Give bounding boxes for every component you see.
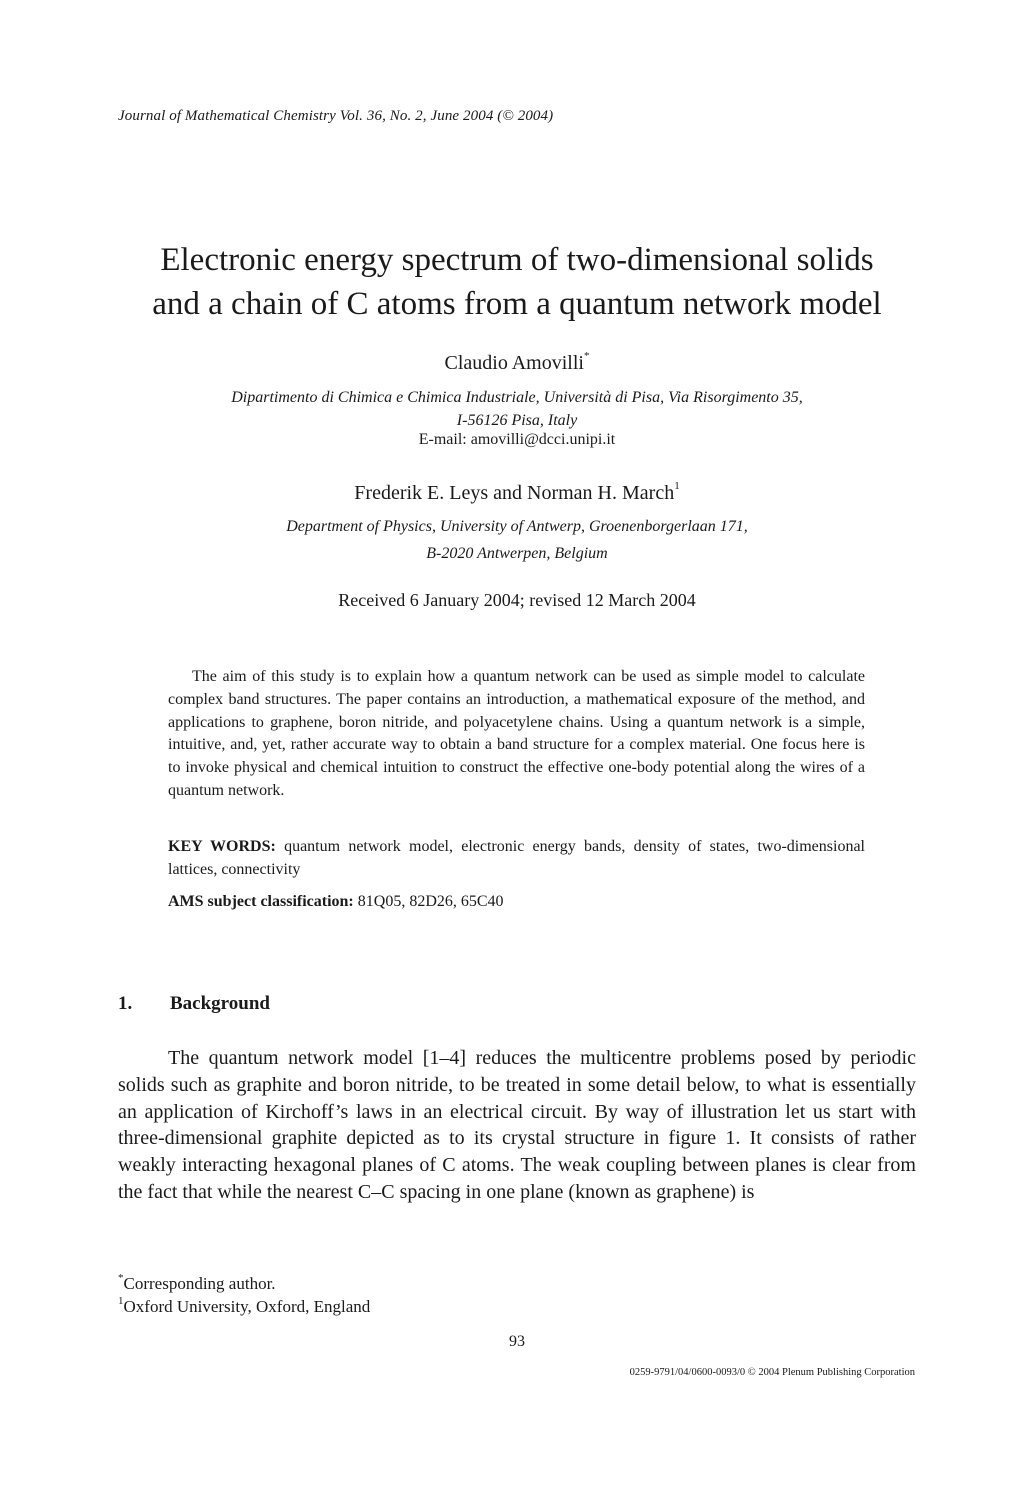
- ams-label: AMS subject classification:: [168, 893, 354, 910]
- author-2-affiliation: [80, 515, 954, 565]
- author-1-email: E-mail: amovilli@dcci.unipi.it: [418, 431, 616, 448]
- section-number: 1.: [118, 993, 133, 1014]
- keywords: [168, 836, 865, 882]
- footnote-2: [118, 1297, 370, 1317]
- footnote-2-text: Oxford University, Oxford, England: [123, 1297, 371, 1316]
- page-number: 93: [509, 1333, 525, 1350]
- author-1-affiliation: [80, 386, 954, 432]
- footnote-1: [118, 1274, 276, 1294]
- section-heading: [118, 993, 270, 1015]
- author-1: [80, 352, 954, 375]
- keywords-text: quantum network model, electronic energy bands, density of states, two-dimensional lattices, connectivity: [168, 838, 866, 878]
- author-1-affiliation-line-2: I-56126 Pisa, Italy: [456, 412, 578, 429]
- section-title: Background: [170, 993, 270, 1014]
- author-1-mark: *: [583, 350, 590, 362]
- journal-header: Journal of Mathematical Chemistry Vol. 36, No. 2, June 2004 (© 2004): [118, 108, 554, 124]
- body-paragraph: The quantum network model [1–4] reduces the multicentre problems posed by periodic solids such as graphite and boron nitride, to be treated in some detail below, to what is essentially an application of Kirchoff’s laws in an electrical circuit. By way of illustration let us start with three-dimensional graphite depicted as to its crystal structure in figure 1. It consists of rather weakly interacting hexagonal planes of C atoms. The weak coupling between planes is clear from the fact that while the nearest C–C spacing in one plane (known as graphene) is: [118, 1047, 916, 1203]
- author-2-affiliation-line-2: B-2020 Antwerpen, Belgium: [426, 545, 608, 562]
- author-2-affiliation-line-1: Department of Physics, University of Antwerp, Groenenborgerlaan 171,: [286, 518, 748, 535]
- author-2-names: Frederik E. Leys and Norman H. March: [354, 482, 675, 504]
- keywords-label: KEY WORDS:: [168, 838, 276, 855]
- title-line-1: Electronic energy spectrum of two-dimensional solids: [160, 242, 874, 278]
- footnote-2-mark: 1: [118, 1295, 124, 1307]
- publisher-imprint: 0259-9791/04/0600-0093/0 © 2004 Plenum Publishing Corporation: [629, 1367, 915, 1378]
- author-2: [80, 482, 954, 505]
- author-1-affiliation-line-1: Dipartimento di Chimica e Chimica Industriale, Università di Pisa, Via Risorgimento 35,: [231, 389, 803, 406]
- footnote-1-mark: *: [118, 1272, 124, 1284]
- author-1-name: Claudio Amovilli: [444, 352, 584, 374]
- paper-title: [80, 238, 954, 326]
- title-line-2: and a chain of C atoms from a quantum network model: [152, 286, 882, 322]
- ams-text: 81Q05, 82D26, 65C40: [353, 893, 504, 910]
- received-dates: Received 6 January 2004; revised 12 March 2004: [338, 590, 696, 610]
- footnote-1-text: Corresponding author.: [123, 1274, 276, 1293]
- ams-classification: [168, 891, 865, 914]
- author-2-mark: 1: [674, 480, 680, 492]
- abstract: The aim of this study is to explain how a quantum network can be used as simple model to calculate complex band structures. The paper contains an introduction, a mathematical exposure of the method, and applications to graphene, boron nitride, and polyacetylene chains. Using a quantum network is a simple, intuitive, and, yet, rather accurate way to obtain a band structure for a complex material. One focus here is to invoke physical and chemical intuition to construct the effective one-body potential along the wires of a quantum network.: [168, 668, 865, 799]
